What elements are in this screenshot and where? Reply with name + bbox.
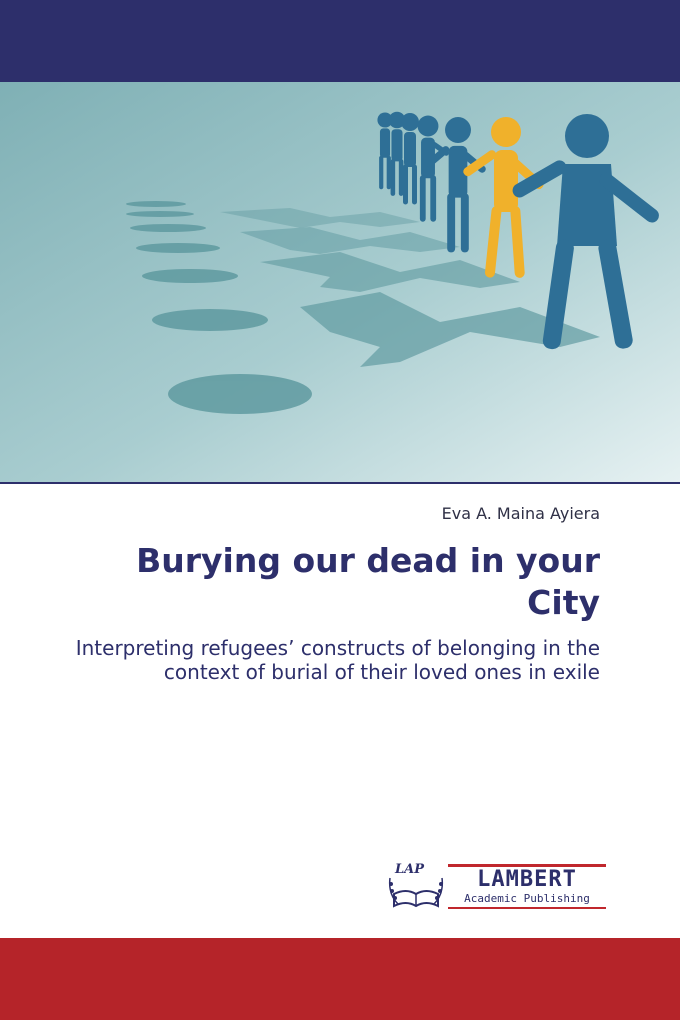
book-subtitle: Interpreting refugees’ constructs of belonging in the context of burial of their loved ones in exile [75, 636, 600, 684]
author-name: Eva A. Maina Ayiera [441, 504, 600, 523]
divider-line [0, 482, 680, 484]
publisher-emblem-text: LAP [395, 862, 425, 877]
cover-illustration [0, 82, 680, 482]
publisher-rule-bottom [448, 907, 606, 909]
bottom-color-band [0, 938, 680, 1020]
open-book-laurel-icon [388, 860, 444, 914]
book-title: Burying our dead in your City [136, 541, 600, 622]
people-holding-hands-icon [0, 82, 680, 482]
publisher-tagline: Academic Publishing [464, 892, 590, 905]
publisher-name: LAMBERT [477, 867, 577, 892]
publisher-logo [388, 860, 610, 916]
top-color-band [0, 0, 680, 82]
